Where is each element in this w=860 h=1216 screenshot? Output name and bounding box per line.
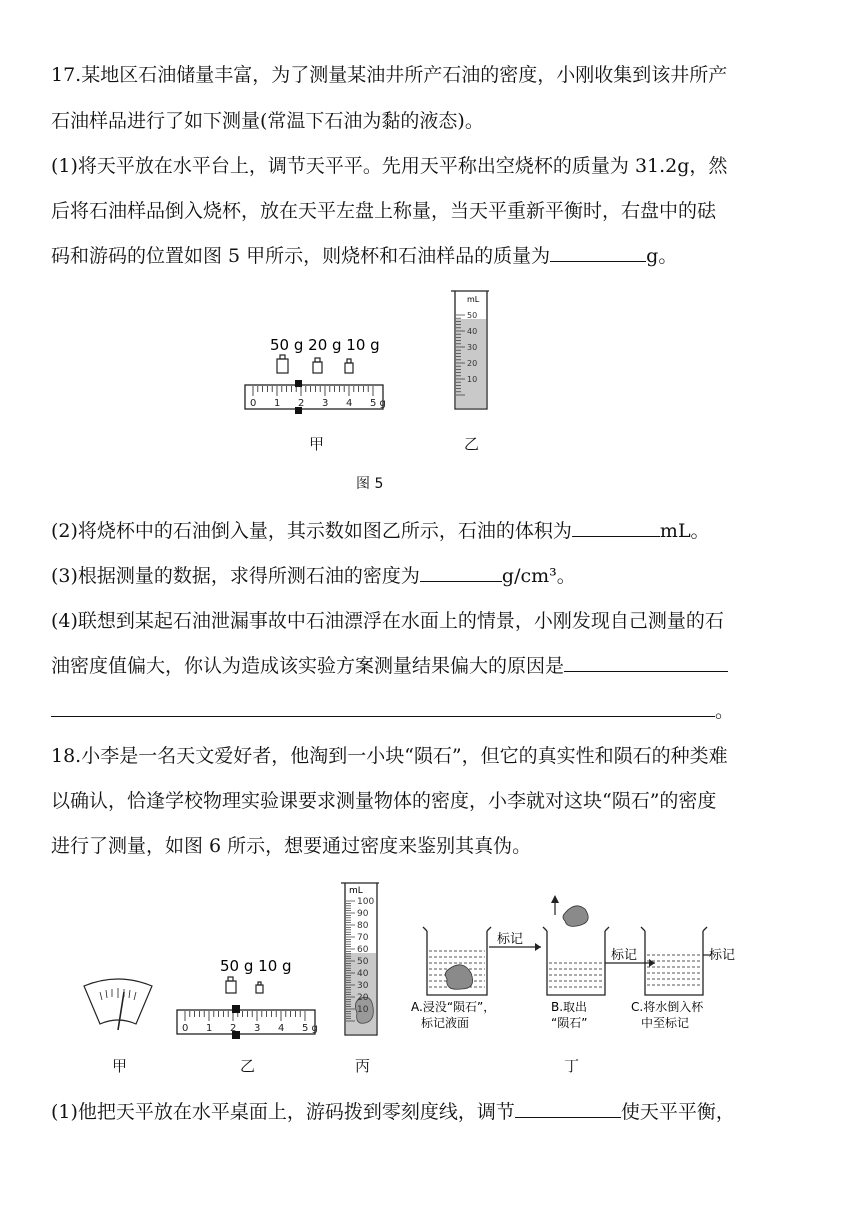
weights-label: 50 g 20 g 10 g xyxy=(270,336,380,354)
fig6-label-bing: 丙 xyxy=(355,1057,371,1075)
arrow-up-icon xyxy=(551,895,559,903)
cylinder-unit: mL xyxy=(467,295,480,304)
answer-blank-density[interactable] xyxy=(420,563,502,582)
figure6-cylinder xyxy=(337,875,387,1045)
figure6-balance-weights xyxy=(210,955,330,1005)
mark-label-b: 标记 xyxy=(611,948,638,963)
figure6-steps-diagram xyxy=(405,885,745,1045)
scale-tick-label: 4 xyxy=(346,398,353,409)
scale-tick-label: 1 xyxy=(206,1023,213,1034)
q17-stem-line1: 17.某地区石油储量丰富，为了测量某油井所产石油的密度，小刚收集到该井所产 xyxy=(51,64,728,86)
answer-blank-mass[interactable] xyxy=(550,243,646,262)
step-b-line1: B.取出 xyxy=(551,1000,588,1014)
step-a-line2: 标记液面 xyxy=(421,1016,470,1030)
q17-p3-unit: g/cm³。 xyxy=(501,565,576,587)
cylinder-tick-label: 30 xyxy=(357,981,369,991)
scale-tick-label: 2 xyxy=(298,398,305,409)
fig5-label-yi: 乙 xyxy=(464,435,480,453)
figure5-cylinder xyxy=(445,287,505,417)
scale-tick-label: 5 g xyxy=(302,1023,318,1034)
scale-tick-label: 2 xyxy=(230,1023,237,1034)
q17-p2-text: (2)将烧杯中的石油倒入量，其示数如图乙所示，石油的体积为 xyxy=(51,520,572,542)
q17-p3 xyxy=(51,563,576,589)
cylinder-tick-label: 50 xyxy=(357,957,369,967)
answer-blank-reason-2[interactable] xyxy=(51,698,715,717)
figure5-rider-scale xyxy=(245,380,385,420)
step-c-line2: 中至标记 xyxy=(641,1016,690,1030)
beaker-b xyxy=(543,895,609,995)
cylinder-tick-label: 50 xyxy=(467,311,478,320)
q17-stem-line2: 石油样品进行了如下测量(常温下石油为黏的液态)。 xyxy=(51,110,484,132)
cylinder-tick-label: 40 xyxy=(357,969,369,979)
weights-label: 50 g 10 g xyxy=(220,957,292,975)
fig5-label-jia: 甲 xyxy=(309,435,325,453)
cylinder-tick-label: 20 xyxy=(357,993,369,1003)
weight-10g-icon xyxy=(256,982,263,993)
answer-blank-reason-1[interactable] xyxy=(564,653,728,672)
scale-tick-label: 0 xyxy=(250,398,257,409)
cylinder-tick-label: 10 xyxy=(357,1005,369,1015)
answer-blank-adjust[interactable] xyxy=(515,1099,621,1118)
fig6-label-yi: 乙 xyxy=(240,1057,256,1075)
step-a-line1: A.浸没“陨石”， xyxy=(411,1000,496,1014)
q17-p4-text: 油密度值偏大，你认为造成该实验方案测量结果偏大的原因是 xyxy=(51,655,565,677)
weight-10g-icon xyxy=(345,359,353,373)
cylinder-unit: mL xyxy=(349,886,363,896)
q17-p4-end: 。 xyxy=(715,700,735,722)
q17-p1-line2: 后将石油样品倒入烧杯，放在天平左盘上称量，当天平重新平衡时，右盘中的砝 xyxy=(51,200,717,222)
scale-tick-label: 0 xyxy=(182,1023,189,1034)
scale-tick-label: 5 g xyxy=(370,398,386,409)
q17-p1-unit: g。 xyxy=(646,245,678,267)
figure6-rider-scale xyxy=(177,1005,317,1045)
beaker-a xyxy=(423,927,491,995)
q17-p1-line1: (1)将天平放在水平台上，调节天平平。先用天平称出空烧杯的质量为 31.2g，然 xyxy=(51,155,728,177)
q17-p1-line3 xyxy=(51,243,677,269)
scale-tick-label: 3 xyxy=(254,1023,261,1034)
q17-p4-line3 xyxy=(51,698,734,724)
q18-p1-text: (1)他把天平放在水平桌面上，游码拨到零刻度线，调节 xyxy=(51,1101,515,1123)
figure5-caption: 图 5 xyxy=(356,476,384,492)
weight-50g-icon xyxy=(226,977,236,993)
cylinder-tick-label: 80 xyxy=(357,921,369,931)
fig6-label-ding: 丁 xyxy=(564,1057,580,1075)
mark-label-c: 标记 xyxy=(709,948,736,963)
q18-stem-line2: 以确认，恰逢学校物理实验课要求测量物体的密度，小李就对这块“陨石”的密度 xyxy=(51,790,717,812)
step-b-line2: “陨石” xyxy=(551,1016,588,1030)
cylinder-tick-label: 10 xyxy=(467,375,478,384)
fig6-label-jia: 甲 xyxy=(112,1057,128,1075)
q17-p2 xyxy=(51,518,710,544)
scale-tick-label: 1 xyxy=(274,398,281,409)
weight-50g-icon xyxy=(277,355,288,373)
cylinder-tick-label: 30 xyxy=(467,343,478,352)
cylinder-tick-label: 70 xyxy=(357,933,369,943)
q17-p2-unit: mL。 xyxy=(659,520,710,542)
weight-20g-icon xyxy=(313,358,322,373)
step-c-line1: C.将水倒入杯 xyxy=(631,1000,704,1014)
q17-p1-text: 码和游码的位置如图 5 甲所示，则烧杯和石油样品的质量为 xyxy=(51,245,551,267)
answer-blank-volume[interactable] xyxy=(572,518,660,537)
cylinder-tick-label: 40 xyxy=(467,327,478,336)
scale-tick-label: 3 xyxy=(322,398,329,409)
rider-marker[interactable] xyxy=(295,380,302,387)
figure6-balance-pointer xyxy=(78,978,158,1038)
cylinder-tick-label: 100 xyxy=(357,897,375,907)
rider-marker[interactable] xyxy=(232,1005,240,1013)
q18-stem-line1: 18.小李是一名天文爱好者，他淘到一小块“陨石”，但它的真实性和陨石的种类难 xyxy=(51,745,728,767)
mark-label-a: 标记 xyxy=(497,932,524,947)
q18-stem-line3: 进行了测量，如图 6 所示，想要通过密度来鉴别其真伪。 xyxy=(51,835,532,857)
cylinder-tick-label: 20 xyxy=(467,359,478,368)
cylinder-tick-label: 60 xyxy=(357,945,369,955)
q17-p4-line1: (4)联想到某起石油泄漏事故中石油漂浮在水面上的情景，小刚发现自己测量的石 xyxy=(51,610,724,632)
scale-tick-label: 4 xyxy=(278,1023,285,1034)
q17-p3-text: (3)根据测量的数据，求得所测石油的密度为 xyxy=(51,565,420,587)
q17-p4-line2 xyxy=(51,653,728,679)
q18-p1-text-end: 使天平平衡， xyxy=(620,1101,735,1123)
q18-p1 xyxy=(51,1099,735,1125)
meteorite-lifted-icon xyxy=(563,906,588,927)
cylinder-tick-label: 90 xyxy=(357,909,369,919)
